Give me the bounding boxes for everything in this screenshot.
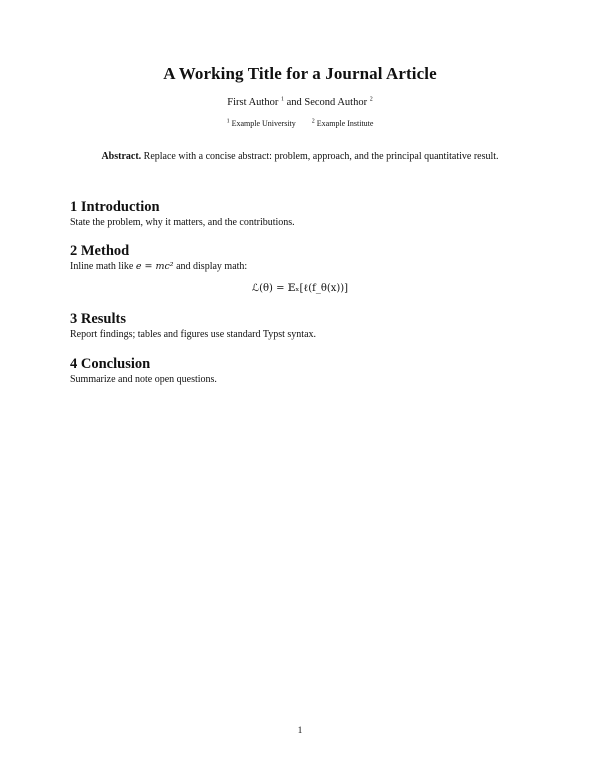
section-body: Inline math like e = mc² and display math:: [70, 261, 248, 272]
inline-math: e = mc²: [135, 261, 174, 272]
author-second: Second Author: [304, 97, 368, 108]
section-heading: 2 Method: [70, 243, 130, 259]
section-method: [70, 242, 530, 274]
abstract: [100, 149, 500, 165]
section-heading: 4 Conclusion: [70, 356, 151, 372]
section-conclusion: [70, 355, 530, 387]
section-results: [70, 310, 530, 342]
author-first-mark: 1: [280, 96, 284, 103]
page-number: 1: [297, 726, 303, 736]
section-body: Summarize and note open questions.: [70, 374, 217, 385]
affiliations: [70, 119, 530, 128]
section-introduction: [70, 198, 530, 230]
abstract-text: Replace with a concise abstract: problem, approach, and the principal quantitative result.: [143, 151, 499, 162]
author-line: [70, 97, 530, 108]
author-second-mark: 2: [369, 96, 373, 103]
paper-page: [70, 0, 530, 777]
section-body: Report findings; tables and figures use standard Typst syntax.: [70, 329, 317, 340]
affiliation-2: $^2$ Example Institute: [311, 118, 374, 128]
author-first: First Author: [227, 97, 279, 108]
section-body: State the problem, why it matters, and the contributions.: [70, 217, 295, 228]
affiliation-1: $^1$ Example University: [226, 118, 296, 128]
section-heading: 1 Introduction: [70, 199, 160, 215]
abstract-label: Abstract.: [101, 151, 142, 162]
author-joiner: and: [286, 97, 302, 108]
paper-title: A Working Title for a Journal Article: [163, 64, 437, 83]
section-heading: 3 Results: [70, 311, 126, 327]
display-equation: ℒ(θ) = 𝔼ₓ[ℓ(f_θ(x))]: [251, 283, 349, 294]
